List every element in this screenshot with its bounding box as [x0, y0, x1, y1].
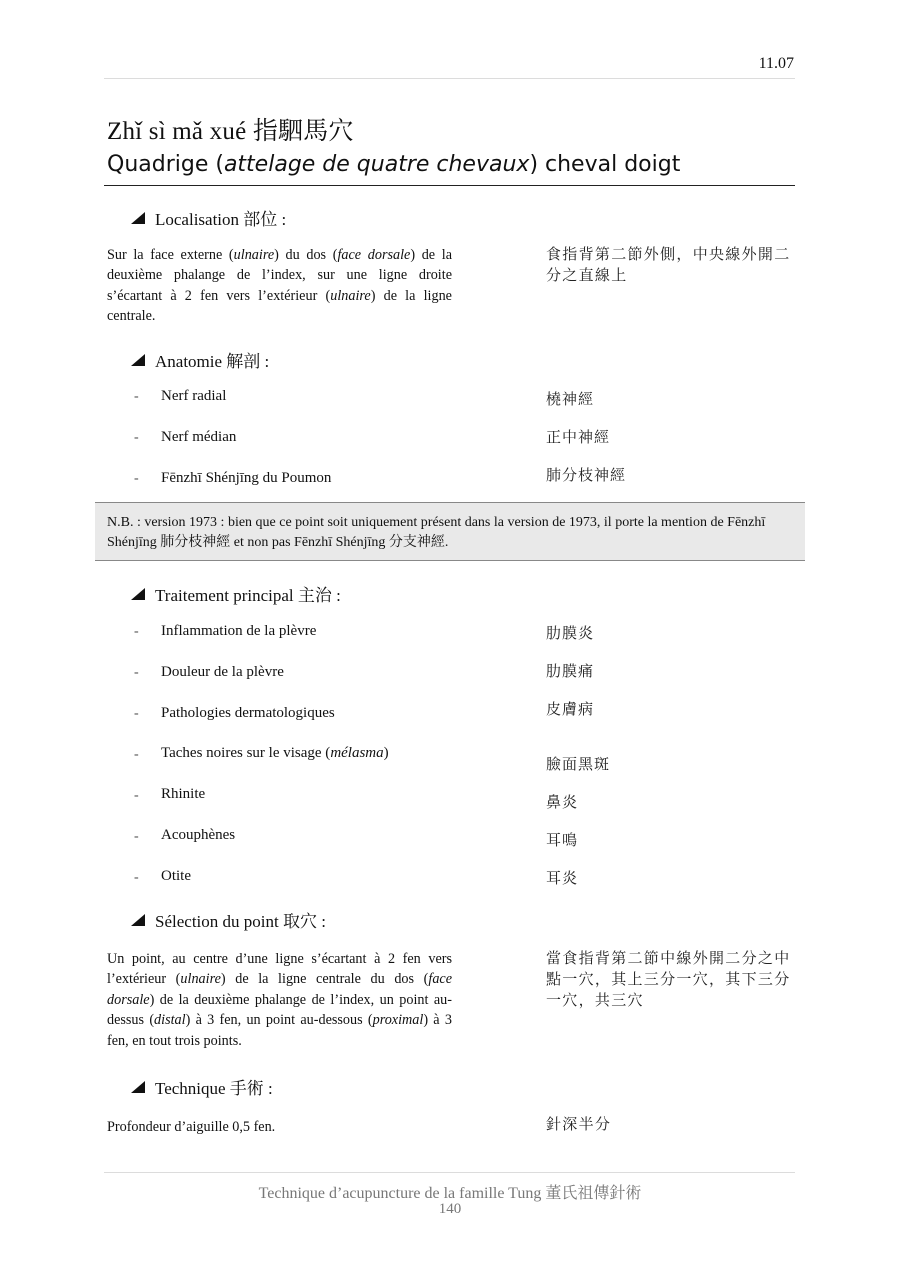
- section-heading-technique: [131, 1074, 273, 1099]
- triangle-bullet-icon: [131, 354, 145, 366]
- list-item: Otite: [161, 868, 191, 884]
- list-item-chinese: 肺分枝神經: [546, 468, 627, 484]
- list-item: Pathologies dermatologiques: [161, 705, 335, 721]
- list-item-chinese: 臉面黑斑: [546, 757, 611, 773]
- selection-chinese: 當食指背第二節中線外開二分之中點一穴，其上三分一穴，其下三分一穴，共三穴: [546, 951, 791, 1009]
- technique-chinese: 針深半分: [546, 1117, 612, 1133]
- list-item-chinese: 橈神經: [546, 392, 595, 408]
- triangle-bullet-icon: [131, 1081, 145, 1093]
- subtitle-italic: attelage de quatre chevaux: [223, 152, 530, 177]
- list-item: Nerf radial: [161, 388, 227, 404]
- section-heading-localisation: [131, 205, 286, 230]
- subtitle-post: ) cheval doigt: [529, 152, 681, 177]
- point-subtitle: [107, 152, 680, 177]
- list-dash: -: [134, 788, 139, 803]
- point-title: Zhǐ sì mǎ xué 指駟馬穴: [107, 118, 354, 145]
- note-box: [95, 502, 805, 561]
- note-text: N.B. : version 1973 : bien que ce point soit uniquement présent dans la version de 1973, il porte la mention de Fēnzhī Shénjīng 肺分枝神經 et non pas Fēnzhī Shénjīng 分支神經.: [107, 515, 766, 550]
- list-dash: -: [134, 471, 139, 486]
- list-item-chinese: 正中神經: [546, 430, 611, 446]
- italic-term: ulnaire: [330, 287, 371, 304]
- page-reference: 11.07: [758, 55, 794, 72]
- list-item-chinese: 耳鳴: [546, 833, 579, 849]
- italic-term: ulnaire: [180, 971, 221, 988]
- list-item: Douleur de la plèvre: [161, 664, 284, 680]
- item-text: Taches noires sur le visage (: [161, 745, 331, 761]
- heading-text: Technique 手術 :: [155, 1079, 273, 1098]
- heading-text: Anatomie 解剖 :: [155, 352, 270, 371]
- page-number: 140: [438, 1201, 462, 1217]
- selection-french: Un point, au centre d’une ligne s’écartant à 2 fen vers l’extérieur (ulnaire) de la ligne centrale du dos (face dorsale) de la deuxième phalange de l’index, un point au-dessus (distal) à 3 fen, un point au-dessous (proximal) à 3 fen, en tout trois points.: [107, 951, 453, 1049]
- list-dash: -: [134, 829, 139, 844]
- list-dash: -: [134, 389, 139, 404]
- title-rule: [104, 185, 795, 186]
- list-item: Nerf médian: [161, 429, 237, 445]
- list-item: Inflammation de la plèvre: [161, 623, 317, 639]
- list-item-chinese: 耳炎: [546, 871, 579, 887]
- heading-text: Sélection du point 取穴 :: [155, 912, 326, 931]
- item-text-post: ): [383, 745, 389, 761]
- item-italic: mélasma: [330, 745, 384, 761]
- footer-title: Technique d’acupuncture de la famille Tung 董氏祖傳針術: [258, 1185, 642, 1202]
- list-dash: -: [134, 665, 139, 680]
- list-dash: -: [134, 624, 139, 639]
- italic-term: face dorsale: [107, 971, 453, 1008]
- triangle-bullet-icon: [131, 914, 145, 926]
- localisation-french: Sur la face externe (ulnaire) du dos (face dorsale) de la deuxième phalange de l’index, sur une ligne droite s’écartant à 2 fen vers l’extérieur (ulnaire) de la ligne centrale.: [107, 247, 452, 325]
- list-item-chinese: 肋膜痛: [546, 664, 595, 680]
- list-item: Acouphènes: [161, 827, 236, 843]
- section-heading-anatomie: [131, 347, 269, 372]
- section-heading-selection: [131, 907, 326, 932]
- italic-term: proximal: [372, 1012, 424, 1029]
- list-item-chinese: 皮膚病: [546, 702, 595, 718]
- list-item-chinese: 鼻炎: [546, 795, 579, 811]
- triangle-bullet-icon: [131, 588, 145, 600]
- list-item: Fēnzhī Shénjīng du Poumon: [161, 470, 332, 486]
- footer-divider: [104, 1172, 795, 1173]
- list-item: [161, 745, 389, 762]
- heading-text: Traitement principal 主治 :: [155, 586, 341, 605]
- heading-text: Localisation 部位 :: [155, 210, 287, 229]
- list-item-chinese: 肋膜炎: [546, 626, 595, 642]
- list-dash: -: [134, 430, 139, 445]
- italic-term: face dorsale: [337, 247, 411, 263]
- list-dash: -: [134, 706, 139, 721]
- header-divider: [104, 78, 795, 79]
- localisation-chinese: 食指背第二節外側，中央線外開二分之直線上: [546, 247, 791, 284]
- triangle-bullet-icon: [131, 212, 145, 224]
- list-item: Rhinite: [161, 786, 206, 802]
- list-dash: -: [134, 870, 139, 885]
- section-heading-traitement: [131, 581, 341, 606]
- technique-french: Profondeur d’aiguille 0,5 fen.: [107, 1119, 276, 1135]
- list-dash: -: [134, 747, 139, 762]
- italic-term: distal: [154, 1012, 186, 1029]
- italic-term: ulnaire: [233, 247, 275, 263]
- subtitle-pre: Quadrige (: [107, 152, 224, 177]
